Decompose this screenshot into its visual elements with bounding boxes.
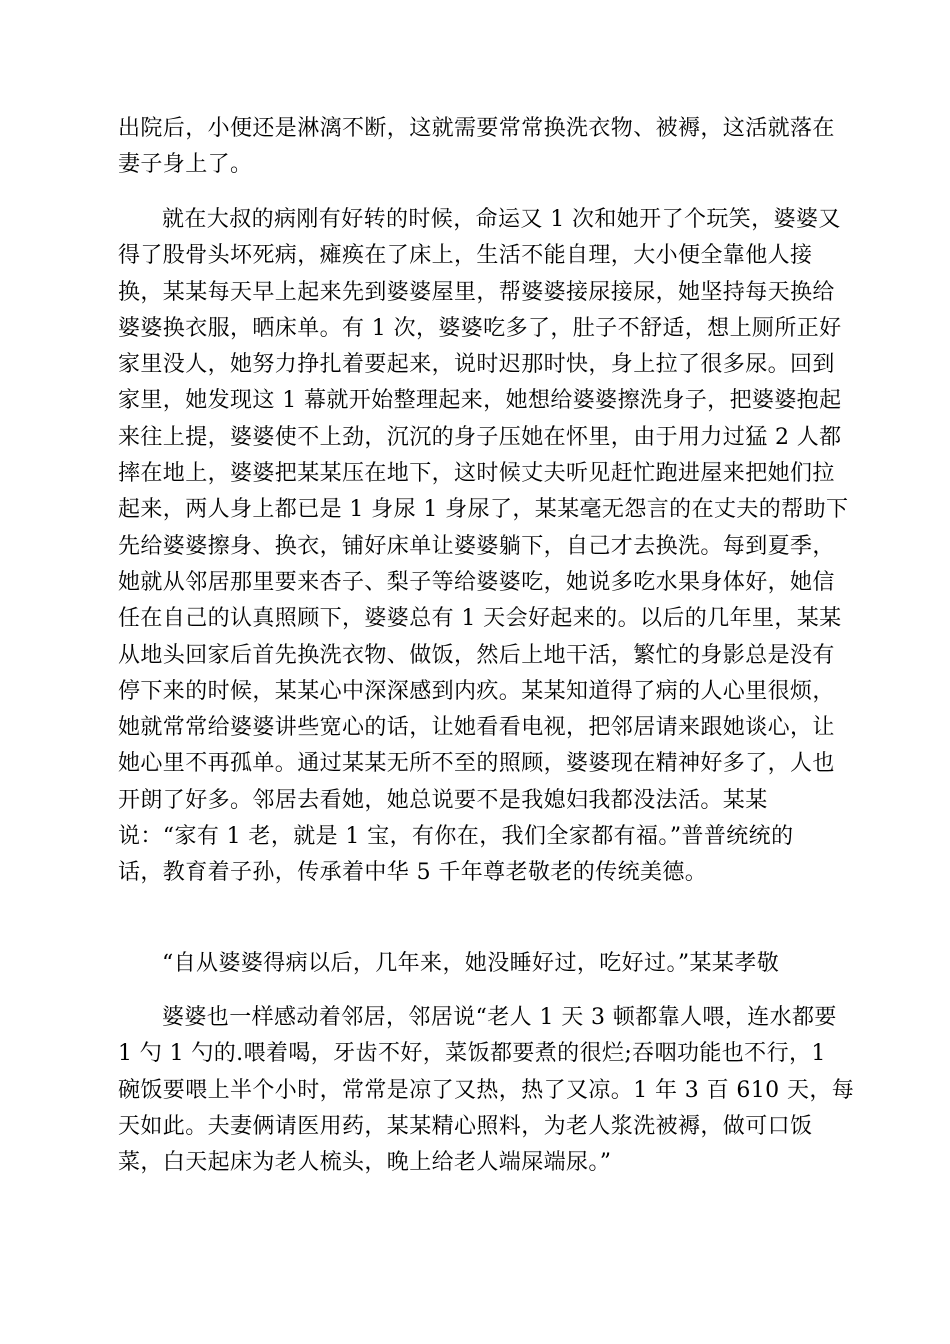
paragraph-2-line-10: 先给婆婆擦身、换衣，铺好床单让婆婆躺下，自己才去换洗。每到夏季， [118,533,835,559]
paragraph-1-line-2: 妻子身上了。 [118,152,253,178]
paragraph-1-line-1: 出院后，小便还是淋漓不断，这就需要常常换洗衣物、被褥，这活就落在 [118,116,835,141]
paragraph-4-line-5: 菜，白天起床为老人梳头，晚上给老人端屎端尿。” [118,1150,612,1176]
paragraph-2-line-19: 话，教育着子孙，传承着中华 5 千年尊老敬老的传统美德。 [118,860,708,886]
paragraph-2-line-8: 摔在地上，婆婆把某某压在地下，这时候丈夫听见赶忙跑进屋来把她们拉 [118,461,835,487]
paragraph-2-line-12: 任在自己的认真照顾下，婆婆总有 1 天会好起来的。以后的几年里，某某 [118,606,842,632]
paragraph-2-line-4: 婆婆换衣服，晒床单。有 1 次，婆婆吃多了，肚子不舒适，想上厕所正好 [118,315,842,341]
paragraph-2-line-13: 从地头回家后首先换洗衣物、做饭，然后上地干活，繁忙的身影总是没有 [118,642,835,668]
paragraph-1 [118,111,834,184]
paragraph-2-line-1: 就在大叔的病刚有好转的时候，命运又 1 次和她开了个玩笑，婆婆又 [162,207,841,232]
paragraph-2-line-11: 她就从邻居那里要来杏子、梨子等给婆婆吃，她说多吃水果身体好，她信 [118,569,835,595]
paragraph-2-line-18: 说：“家有 1 老，就是 1 宝，有你在，我们全家都有福。”普普统统的 [118,824,794,850]
paragraph-2-line-15: 她就常常给婆婆讲些宽心的话，让她看看电视，把邻居请来跟她谈心，让 [118,715,835,741]
paragraph-2-line-3: 换，某某每天早上起来先到婆婆屋里，帮婆婆接尿接尿，她坚持每天换给 [118,279,835,305]
paragraph-2-line-17: 开朗了好多。邻居去看她，她总说要不是我媳妇我都没法活。某某 [118,787,768,813]
paragraph-2-line-2: 得了股骨头坏死病，瘫痪在了床上，生活不能自理，大小便全靠他人接 [118,243,813,269]
paragraph-4-line-4: 天如此。夫妻俩请医用药，某某精心照料，为老人浆洗被褥，做可口饭 [118,1113,813,1139]
paragraph-2 [118,202,849,892]
paragraph-2-line-6: 家里，她发现这 1 幕就开始整理起来，她想给婆婆擦洗身子，把婆婆抱起 [118,388,842,414]
paragraph-4-line-3: 碗饭要喂上半个小时，常常是凉了又热，热了又凉。1 年 3 百 610 天，每 [118,1077,855,1103]
paragraph-4-line-1: 婆婆也一样感动着邻居，邻居说“老人 1 天 3 顿都靠人喂，连水都要 [162,1005,837,1030]
paragraph-3 [118,946,834,982]
paragraph-4 [118,1000,855,1181]
paragraph-2-line-14: 停下来的时候，某某心中深深感到内疚。某某知道得了病的人心里很烦， [118,678,835,704]
paragraph-2-line-5: 家里没人，她努力挣扎着要起来，说时迟那时快，身上拉了很多尿。回到 [118,352,835,378]
paragraph-4-line-2: 1 勺 1 勺的.喂着喝，牙齿不好，菜饭都要煮的很烂;吞咽功能也不行，1 [118,1041,826,1067]
paragraph-3-line-1: “自从婆婆得病以后，几年来，她没睡好过，吃好过。”某某孝敬 [162,951,780,976]
paragraph-2-line-7: 来往上提，婆婆使不上劲，沉沉的身子压她在怀里，由于用力过猛 2 人都 [118,424,842,450]
paragraph-2-line-16: 她心里不再孤单。通过某某无所不至的照顾，婆婆现在精神好多了，人也 [118,751,835,777]
paragraph-2-line-9: 起来，两人身上都已是 1 身尿 1 身尿了，某某毫无怨言的在丈夫的帮助下 [118,497,849,523]
